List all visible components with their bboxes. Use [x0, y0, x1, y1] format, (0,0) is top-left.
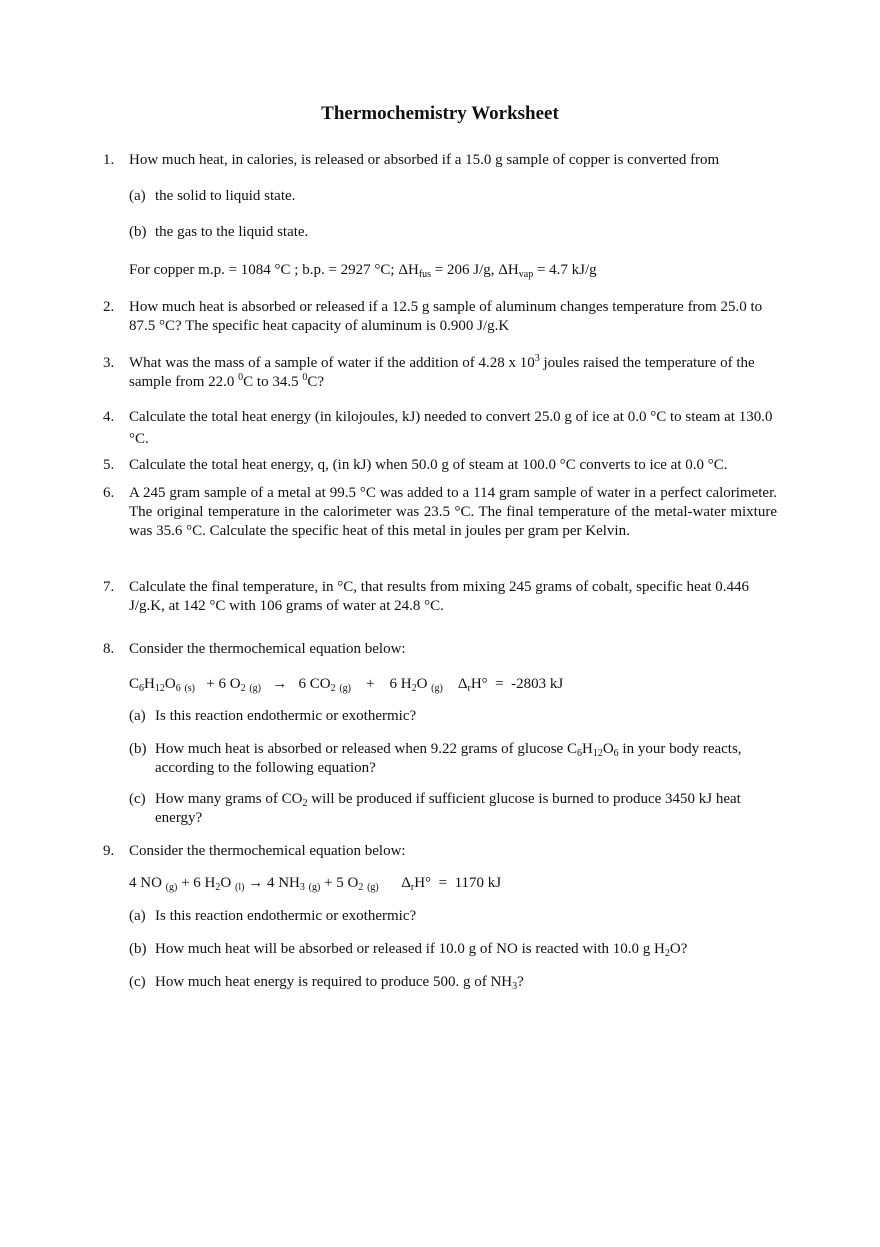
question-3	[103, 353, 777, 392]
question-1b	[129, 223, 777, 242]
page-title: Thermochemistry Worksheet	[321, 103, 559, 124]
superscript: 3	[534, 353, 540, 364]
eq-text: 4 NO	[129, 875, 162, 891]
part-label: (c)	[129, 974, 146, 990]
eq-text: C	[129, 676, 140, 692]
copper-data	[129, 261, 777, 280]
part-text: O?	[669, 941, 688, 957]
part-label: (b)	[129, 741, 147, 757]
question-8a	[129, 707, 777, 726]
enthalpy-value: 1170 kJ	[454, 875, 502, 891]
part-text: How much heat energy is required to produce 500. g of NH	[155, 974, 513, 990]
subscript: 2	[411, 683, 417, 694]
question-number: 9.	[103, 843, 115, 859]
part-label: (a)	[129, 188, 146, 204]
question-text: What was the mass of a sample of water if the addition of 4.28 x 10	[129, 355, 535, 371]
subscript: 12	[154, 683, 165, 694]
copper-data-text: = 4.7 kJ/g	[533, 262, 597, 278]
part-text: will be produced if sufficient glucose is burned to produce 3450 kJ heat energy?	[155, 791, 741, 826]
question-8c	[129, 790, 777, 828]
question-number: 8.	[103, 641, 115, 657]
eq-text: =	[495, 676, 504, 692]
eq-text: O	[416, 676, 428, 692]
question-text: Calculate the total heat energy (in kilojoules, kJ) needed to convert 25.0 g of ice at 0.0 °C to steam at 130.0 °C.	[129, 409, 773, 447]
part-text: How many grams of CO	[155, 791, 303, 807]
question-8b	[129, 740, 777, 778]
question-text: C?	[307, 374, 325, 390]
question-text: C to 34.5	[243, 374, 303, 390]
eq-text: + 6 H	[181, 875, 216, 891]
subscript: 6	[613, 748, 619, 759]
question-text: Calculate the final temperature, in °C, that results from mixing 245 grams of cobalt, specific heat 0.446 J/g.K, at 142 °C with 106 grams of water at 24.8 °C.	[129, 579, 749, 614]
question-8	[103, 640, 777, 659]
question-number: 1.	[103, 152, 115, 168]
question-text: Consider the thermochemical equation below:	[129, 843, 406, 859]
eq-text: H°	[414, 875, 432, 891]
subscript: 2	[330, 683, 336, 694]
eq-text: 6 CO	[298, 676, 331, 692]
part-label: (a)	[129, 908, 146, 924]
question-text: How much heat, in calories, is released or absorbed if a 15.0 g sample of copper is converted from	[129, 152, 720, 168]
question-number: 4.	[103, 409, 115, 425]
subscript: 2	[302, 798, 308, 809]
superscript: 0	[238, 372, 244, 383]
question-9	[103, 842, 777, 861]
superscript: 0	[302, 372, 308, 383]
question-number: 5.	[103, 457, 115, 473]
state-label: (g)	[165, 882, 178, 893]
subscript: 3	[299, 882, 305, 893]
part-text: in your body reacts, according to the following equation?	[155, 741, 742, 776]
state-label: (g)	[367, 882, 379, 893]
eq-text: Δ	[401, 875, 411, 891]
copper-data-text: For copper m.p. = 1084 °C ; b.p. = 2927 °C; ΔH	[129, 262, 419, 278]
part-text: Is this reaction endothermic or exothermic?	[155, 908, 417, 924]
eq-text: =	[438, 875, 448, 891]
question-7	[103, 578, 777, 616]
part-text: O	[602, 741, 614, 757]
part-text: H	[581, 741, 593, 757]
question-number: 2.	[103, 299, 115, 315]
state-label: (g)	[339, 683, 351, 694]
subscript: 2	[358, 882, 364, 893]
reaction-arrow: →	[248, 875, 264, 891]
subscript: 6	[139, 683, 145, 694]
subscript: 2	[664, 948, 670, 959]
state-label: (g)	[249, 683, 261, 694]
enthalpy-value: -2803 kJ	[511, 676, 564, 692]
eq-text: O	[220, 875, 232, 891]
question-9a	[129, 907, 777, 926]
eq-text: 6 H	[389, 676, 412, 692]
question-9b	[129, 940, 777, 959]
part-text: the gas to the liquid state.	[155, 224, 309, 240]
eq-text: + 5 O	[324, 875, 359, 891]
state-label: (l)	[234, 882, 245, 893]
reaction-arrow: →	[272, 676, 288, 692]
subscript: 6	[175, 683, 181, 694]
subscript: r	[410, 882, 415, 893]
equation-9	[129, 874, 777, 897]
question-text: A 245 gram sample of a metal at 99.5 °C was added to a 114 gram sample of water in a perfect calorimeter. The original temperature in the calorimeter was 23.5 °C. The final temperature of the metal-water mixture was 35.6 °C. Calculate the specific heat of this metal in joules per gram per Kelvin.	[129, 485, 777, 539]
part-text: Is this reaction endothermic or exothermic?	[155, 708, 417, 724]
question-6	[103, 484, 777, 541]
eq-text: H°	[470, 676, 488, 692]
part-label: (a)	[129, 708, 146, 724]
eq-text: 4 NH	[266, 875, 300, 891]
part-text: How much heat is absorbed or released when 9.22 grams of glucose C	[155, 741, 577, 757]
part-text: ?	[517, 974, 524, 990]
question-number: 6.	[103, 485, 115, 501]
subscript: vap	[518, 269, 534, 280]
part-text: How much heat will be absorbed or released if 10.0 g of NO is reacted with 10.0 g H	[155, 941, 665, 957]
question-5	[103, 456, 777, 475]
state-label: (s)	[184, 683, 196, 694]
eq-text: + 6 O	[206, 676, 241, 692]
question-9c	[129, 973, 777, 992]
part-text: the solid to liquid state.	[155, 188, 296, 204]
subscript: 6	[576, 748, 582, 759]
question-1a	[129, 187, 777, 206]
subscript: 12	[592, 748, 603, 759]
question-4	[103, 406, 777, 450]
question-text: joules raised the temperature of the sample from 22.0	[129, 355, 755, 390]
state-label: (g)	[431, 683, 443, 694]
question-text: Calculate the total heat energy, q, (in kJ) when 50.0 g of steam at 100.0 °C converts to ice at 0.0 °C.	[129, 457, 728, 473]
eq-text: Δ	[457, 676, 468, 692]
question-2	[103, 298, 777, 336]
part-label: (c)	[129, 791, 146, 807]
question-number: 3.	[103, 355, 115, 371]
question-text: Consider the thermochemical equation below:	[129, 641, 406, 657]
eq-text: +	[366, 676, 375, 692]
question-text: How much heat is absorbed or released if a 12.5 g sample of aluminum changes temperature from 25.0 to 87.5 °C? The specific heat capacity of aluminum is 0.900 J/g.K	[129, 299, 763, 334]
state-label: (g)	[308, 882, 321, 893]
eq-text: O	[164, 676, 176, 692]
equation-8	[129, 675, 777, 698]
question-number: 7.	[103, 579, 115, 595]
subscript: 2	[215, 882, 221, 893]
part-label: (b)	[129, 941, 147, 957]
subscript: r	[467, 683, 471, 694]
part-label: (b)	[129, 224, 147, 240]
subscript: fus	[418, 269, 432, 280]
subscript: 3	[512, 981, 518, 992]
question-1	[103, 151, 777, 170]
eq-text: H	[144, 676, 155, 692]
copper-data-text: = 206 J/g, ΔH	[431, 262, 519, 278]
subscript: 2	[240, 683, 246, 694]
